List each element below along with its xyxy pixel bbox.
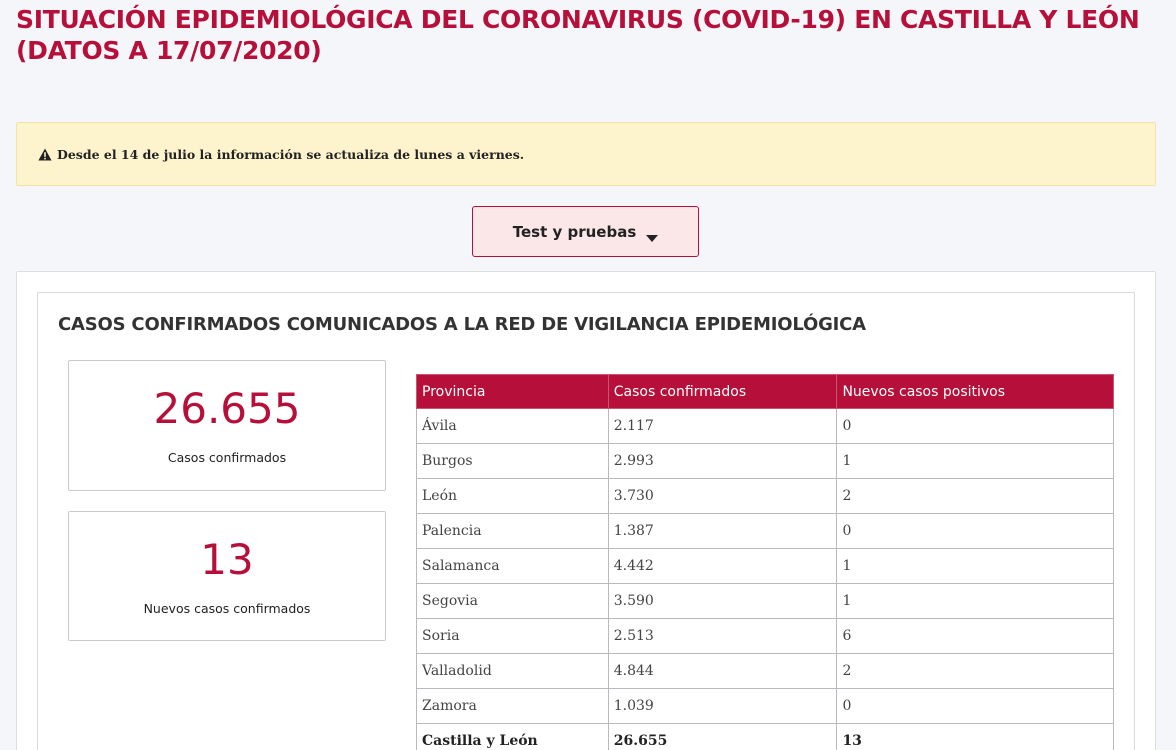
table-row <box>417 654 1114 689</box>
cell-confirmed: 1.039 <box>608 689 837 724</box>
cell-new: 1 <box>837 584 1114 619</box>
header-nuevos-casos: Nuevos casos positivos <box>837 375 1114 409</box>
cell-confirmed: 2.513 <box>608 619 837 654</box>
cell-province: Burgos <box>417 444 609 479</box>
cell-new: 0 <box>837 409 1114 444</box>
cell-confirmed: 4.844 <box>608 654 837 689</box>
table-row <box>417 689 1114 724</box>
stat-label: Nuevos casos confirmados <box>143 601 311 616</box>
cell-confirmed: 1.387 <box>608 514 837 549</box>
cell-province: Ávila <box>417 409 609 444</box>
cell-confirmed: 3.730 <box>608 479 837 514</box>
table-row <box>417 444 1114 479</box>
table-row <box>417 584 1114 619</box>
cell-new: 2 <box>837 654 1114 689</box>
table-row <box>417 549 1114 584</box>
info-alert <box>16 122 1156 186</box>
cell-new: 6 <box>837 619 1114 654</box>
header-casos-confirmados: Casos confirmados <box>608 375 837 409</box>
stat-value: 13 <box>200 535 254 584</box>
table-header-row <box>417 375 1114 409</box>
cell-new: 2 <box>837 479 1114 514</box>
cell-province: Palencia <box>417 514 609 549</box>
section-title: CASOS CONFIRMADOS COMUNICADOS A LA RED DE VIGILANCIA EPIDEMIOLÓGICA <box>58 314 866 335</box>
cell-confirmed: 2.117 <box>608 409 837 444</box>
cell-province: Segovia <box>417 584 609 619</box>
table-row <box>417 409 1114 444</box>
cell-total-province: Castilla y León <box>417 724 609 750</box>
stat-value: 26.655 <box>153 384 301 433</box>
alert-text: Desde el 14 de julio la información se actualiza de lunes a viernes. <box>57 146 525 162</box>
new-cases-stat <box>68 511 386 641</box>
warning-icon <box>38 148 52 161</box>
cell-province: León <box>417 479 609 514</box>
stat-label: Casos confirmados <box>167 450 287 465</box>
page-title: SITUACIÓN EPIDEMIOLÓGICA DEL CORONAVIRUS (COVID-19) EN CASTILLA Y LEÓN (DATOS A 17/07/2020) <box>16 5 1140 65</box>
cell-total-new: 13 <box>837 724 1114 750</box>
cell-total-confirmed: 26.655 <box>608 724 837 750</box>
cell-confirmed: 4.442 <box>608 549 837 584</box>
cell-new: 1 <box>837 549 1114 584</box>
table-row <box>417 514 1114 549</box>
cell-province: Zamora <box>417 689 609 724</box>
caret-down-icon <box>646 228 658 235</box>
cell-confirmed: 3.590 <box>608 584 837 619</box>
header-provincia: Provincia <box>417 375 609 409</box>
table-total-row <box>417 724 1114 750</box>
cell-new: 0 <box>837 514 1114 549</box>
table-row <box>417 619 1114 654</box>
cell-province: Soria <box>417 619 609 654</box>
cell-province: Valladolid <box>417 654 609 689</box>
cell-confirmed: 2.993 <box>608 444 837 479</box>
dropdown-label: Test y pruebas <box>512 222 637 241</box>
province-table <box>416 374 1114 750</box>
table-row <box>417 479 1114 514</box>
cell-new: 0 <box>837 689 1114 724</box>
cell-province: Salamanca <box>417 549 609 584</box>
confirmed-cases-stat <box>68 360 386 491</box>
cell-new: 1 <box>837 444 1114 479</box>
test-dropdown-button[interactable] <box>472 206 699 257</box>
